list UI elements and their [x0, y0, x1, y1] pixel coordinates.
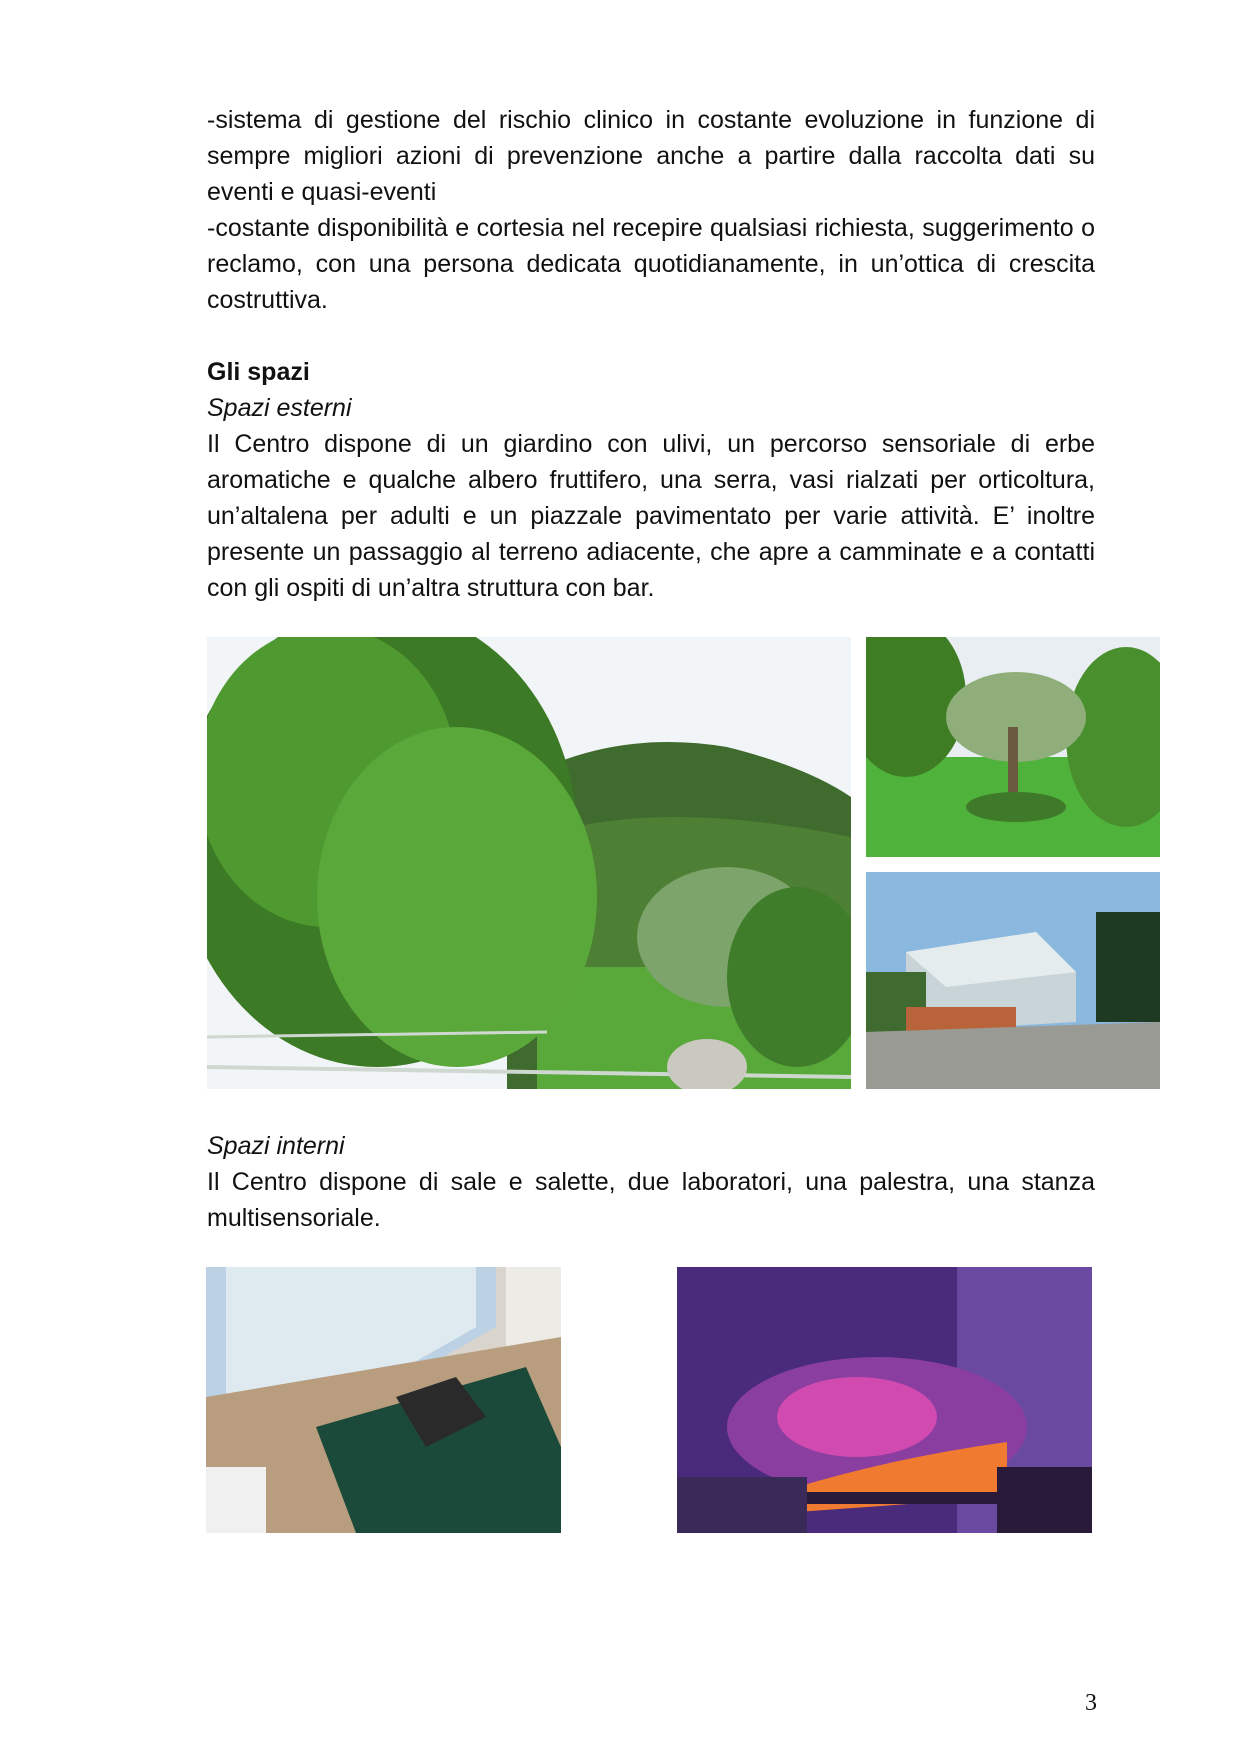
indoor-description: Il Centro dispone di sale e salette, due laboratori, una palestra, una stanza multisensoriale.: [207, 1168, 1095, 1232]
indoor-subtitle: Spazi interni: [207, 1132, 345, 1160]
indoor-section: [207, 1128, 1095, 1236]
outdoor-description: Il Centro dispone di un giardino con ulivi, un percorso sensoriale di erbe aromatiche e qualche albero fruttifero, una serra, vasi rialzati per orticoltura, un’altalena per adulti e un piazzale pavimentato per varie attività. E’ inoltre presente un passaggio al terreno adiacente, che apre a camminate e a contatti con gli ospiti di un’altra struttura con bar.: [207, 430, 1095, 602]
section-title: Gli spazi: [207, 358, 310, 386]
garden-photo-large: [207, 637, 851, 1089]
greenhouse-photo: [866, 872, 1160, 1089]
page-number: 3: [1085, 1690, 1097, 1716]
spaces-section: [207, 354, 1095, 606]
intro-text: [207, 102, 1095, 318]
sensory-room-photo-1: [206, 1267, 561, 1533]
olive-garden-photo: [866, 637, 1160, 857]
intro-paragraph-2: -costante disponibilità e cortesia nel recepire qualsiasi richiesta, suggerimento o reclamo, con una persona dedicata quotidianamente, in un’ottica di crescita costruttiva.: [207, 214, 1095, 314]
sensory-room-photo-2: [677, 1267, 1092, 1533]
intro-paragraph-1: -sistema di gestione del rischio clinico in costante evoluzione in funzione di sempre migliori azioni di prevenzione anche a partire dalla raccolta dati su eventi e quasi-eventi: [207, 106, 1095, 206]
outdoor-subtitle: Spazi esterni: [207, 394, 352, 422]
